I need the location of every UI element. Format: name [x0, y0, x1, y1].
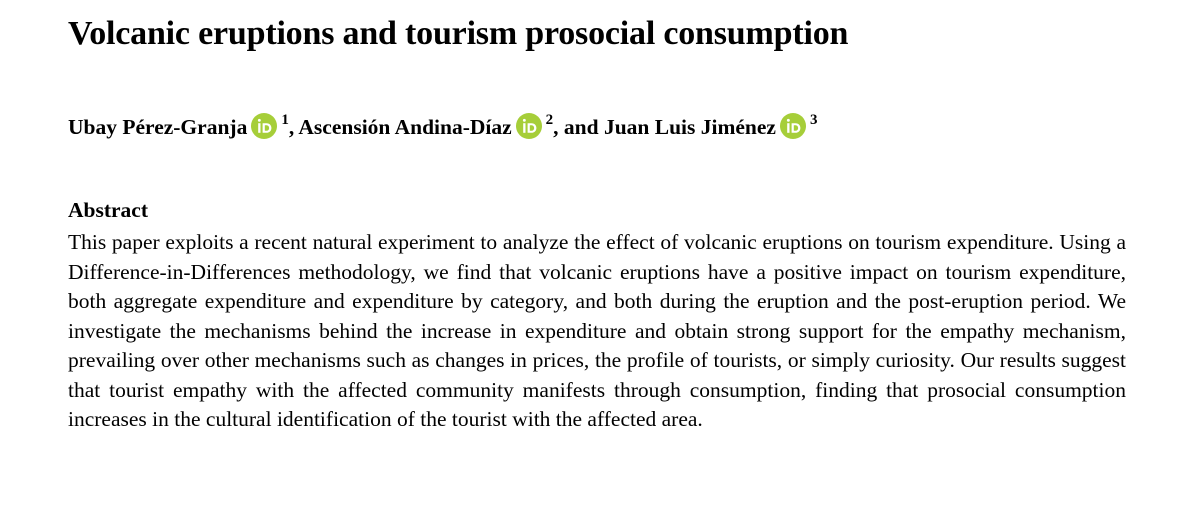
abstract-heading: Abstract [68, 198, 149, 222]
affiliation-marker: 1 [281, 112, 289, 128]
author-separator: , and [553, 115, 604, 139]
orcid-icon[interactable] [780, 113, 806, 139]
author-name: Juan Luis Jiménez [603, 115, 776, 139]
author-separator: , [288, 115, 299, 139]
orcid-icon[interactable] [251, 113, 277, 139]
affiliation-marker: 2 [545, 112, 554, 128]
author-name: Ubay Pérez-Granja [68, 115, 248, 139]
paper-title: Volcanic eruptions and tourism prosocial consumption [68, 15, 849, 52]
orcid-icon[interactable] [516, 113, 542, 139]
abstract-text: This paper exploits a recent natural experiment to analyze the effect of volcanic eruptions on tourism expenditure. Using a Difference-in-Differences methodology, we find that volcanic eruptions have a positive impact on tourism expenditure, both aggregate expenditure and expenditure by category, and both during the eruption and the post-eruption period. We investigate the mechanisms behind the increase in expenditure and obtain strong support for the empathy mechanism, prevailing over other mechanisms such as changes in prices, the profile of tourists, or simply curiosity. Our results suggest that tourist empathy with the affected community manifests through consumption, finding that prosocial consumption increases in the cultural identification of the tourist with the affected area. [68, 230, 1126, 431]
author-name: Ascensión Andina-Díaz [298, 115, 512, 139]
author-list [68, 110, 817, 144]
affiliation-marker: 3 [809, 112, 818, 128]
